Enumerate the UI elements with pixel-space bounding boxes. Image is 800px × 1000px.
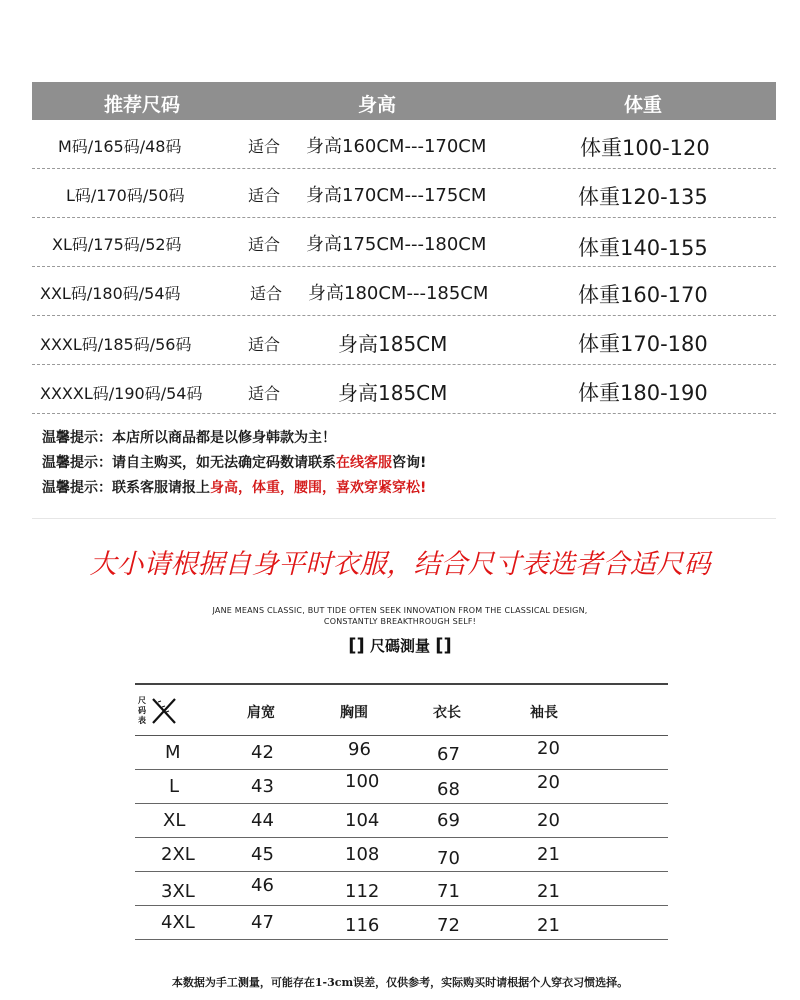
row-height: 身高170CM---175CM (306, 185, 487, 206)
cell-sleeve: 20 (537, 810, 560, 831)
row-fit: 适合 (248, 335, 281, 354)
recommendation-row (32, 316, 776, 365)
row-fit: 适合 (248, 186, 281, 205)
cell-chest: 116 (345, 915, 380, 936)
cell-sleeve: 21 (537, 881, 560, 902)
row-size: XXXXL码/190码/54码 (40, 384, 203, 403)
tip-highlight: 在线客服 (336, 455, 392, 471)
recommendation-row (32, 267, 776, 316)
measurement-row (135, 736, 668, 770)
row-size: M码/165码/48码 (58, 137, 182, 156)
row-size: XXXL码/185码/56码 (40, 335, 192, 354)
row-size: L码/170码/50码 (66, 186, 185, 205)
recommendation-row (32, 218, 776, 267)
measurement-title-text: 尺碼測量 (369, 637, 430, 655)
measurement-row (135, 906, 668, 940)
row-size: XL码/175码/52码 (52, 235, 182, 254)
cell-length: 71 (437, 881, 460, 902)
cell-length: 69 (437, 810, 460, 831)
cell-chest: 100 (345, 771, 380, 792)
shopping-tips (42, 426, 742, 501)
row-height: 身高160CM---170CM (306, 136, 487, 157)
tip-line (42, 451, 742, 476)
tip-line (42, 426, 742, 451)
cell-size: 3XL (161, 881, 195, 902)
row-fit: 适合 (248, 384, 281, 403)
recommendation-header-row (32, 82, 776, 120)
bracket-right-icon: [] (435, 635, 452, 656)
measurement-footnote: 本数据为手工测量，可能存在1-3cm误差，仅供参考，实际购买时请根据个人穿衣习惯选择。 (171, 976, 629, 989)
tip-line (42, 476, 742, 501)
measurement-row (135, 872, 668, 906)
cell-chest: 112 (345, 881, 380, 902)
size-advice: 大小请根据自身平时衣服，结合尺寸表选者合适尺码 (89, 549, 711, 580)
cell-shoulder: 47 (251, 912, 274, 933)
measurement-row (135, 838, 668, 872)
header-weight: 体重 (624, 94, 663, 116)
measurement-row (135, 770, 668, 804)
recommendation-row (32, 365, 776, 414)
tip-text: 温馨提示：联系客服请报上 (42, 480, 210, 496)
row-fit: 适合 (248, 137, 281, 156)
row-weight: 体重100-120 (580, 136, 710, 160)
row-weight: 体重170-180 (578, 332, 708, 356)
row-weight: 体重140-155 (578, 236, 708, 260)
row-size: XXL码/180码/54码 (40, 284, 181, 303)
measurement-table (135, 683, 668, 940)
row-height: 身高185CM (338, 381, 448, 405)
tagline-line: JANE MEANS CLASSIC, BUT TIDE OFTEN SEEK INNOVATION FROM THE CLASSICAL DESIGN, (212, 606, 588, 615)
cell-chest: 108 (345, 844, 380, 865)
tip-text: 温馨提示：本店所以商品都是以修身韩款为主！ (42, 430, 336, 446)
header-chest: 胸围 (340, 705, 368, 721)
bracket-left-icon: [] (348, 635, 365, 656)
cell-shoulder: 44 (251, 810, 274, 831)
cell-size: XL (163, 810, 186, 831)
tip-highlight: 身高，体重，腰围，喜欢穿紧穿松! (210, 480, 427, 496)
row-weight: 体重160-170 (578, 283, 708, 307)
cell-chest: 96 (348, 739, 371, 760)
icon-label-char: 尺 (138, 695, 146, 705)
cell-size: M (165, 742, 181, 763)
header-height: 身高 (358, 94, 397, 116)
cell-shoulder: 43 (251, 776, 274, 797)
header-shoulder: 肩宽 (247, 705, 275, 721)
header-sleeve: 袖長 (530, 705, 558, 721)
tip-text: 温馨提示：请自主购买，如无法确定码数请联系 (42, 455, 336, 471)
header-length: 衣长 (433, 705, 461, 721)
measurement-row (135, 804, 668, 838)
cell-size: 2XL (161, 844, 195, 865)
tip-suffix: 咨询! (392, 455, 427, 471)
row-fit: 适合 (248, 235, 281, 254)
cell-sleeve: 21 (537, 915, 560, 936)
row-fit: 适合 (250, 284, 283, 303)
cell-sleeve: 20 (537, 772, 560, 793)
measurement-header-row (135, 683, 668, 736)
cell-shoulder: 46 (251, 875, 274, 896)
tagline-line: CONSTANTLY BREAKTHROUGH SELF! (323, 617, 477, 626)
cell-size: L (169, 776, 180, 797)
brand-tagline (160, 605, 640, 627)
size-recommendation-table (32, 82, 776, 414)
cell-sleeve: 20 (537, 738, 560, 759)
cell-length: 68 (437, 779, 460, 800)
cell-shoulder: 45 (251, 844, 274, 865)
row-height: 身高185CM (338, 332, 448, 356)
measurement-title (300, 635, 500, 656)
recommendation-row (32, 120, 776, 169)
row-weight: 体重120-135 (578, 185, 708, 209)
row-height: 身高175CM---180CM (306, 234, 487, 255)
header-recommended-size: 推荐尺码 (104, 94, 181, 116)
cell-sleeve: 21 (537, 844, 560, 865)
icon-label-char: 码 (138, 705, 146, 715)
icon-label-char: 表 (138, 715, 146, 725)
cell-length: 67 (437, 744, 460, 765)
cell-shoulder: 42 (251, 742, 274, 763)
cell-size: 4XL (161, 912, 195, 933)
ruler-pencil-icon (137, 693, 179, 727)
row-height: 身高180CM---185CM (308, 283, 489, 304)
cell-length: 70 (437, 848, 460, 869)
cell-length: 72 (437, 915, 460, 936)
section-divider (32, 518, 776, 519)
cell-chest: 104 (345, 810, 380, 831)
recommendation-row (32, 169, 776, 218)
row-weight: 体重180-190 (578, 381, 708, 405)
